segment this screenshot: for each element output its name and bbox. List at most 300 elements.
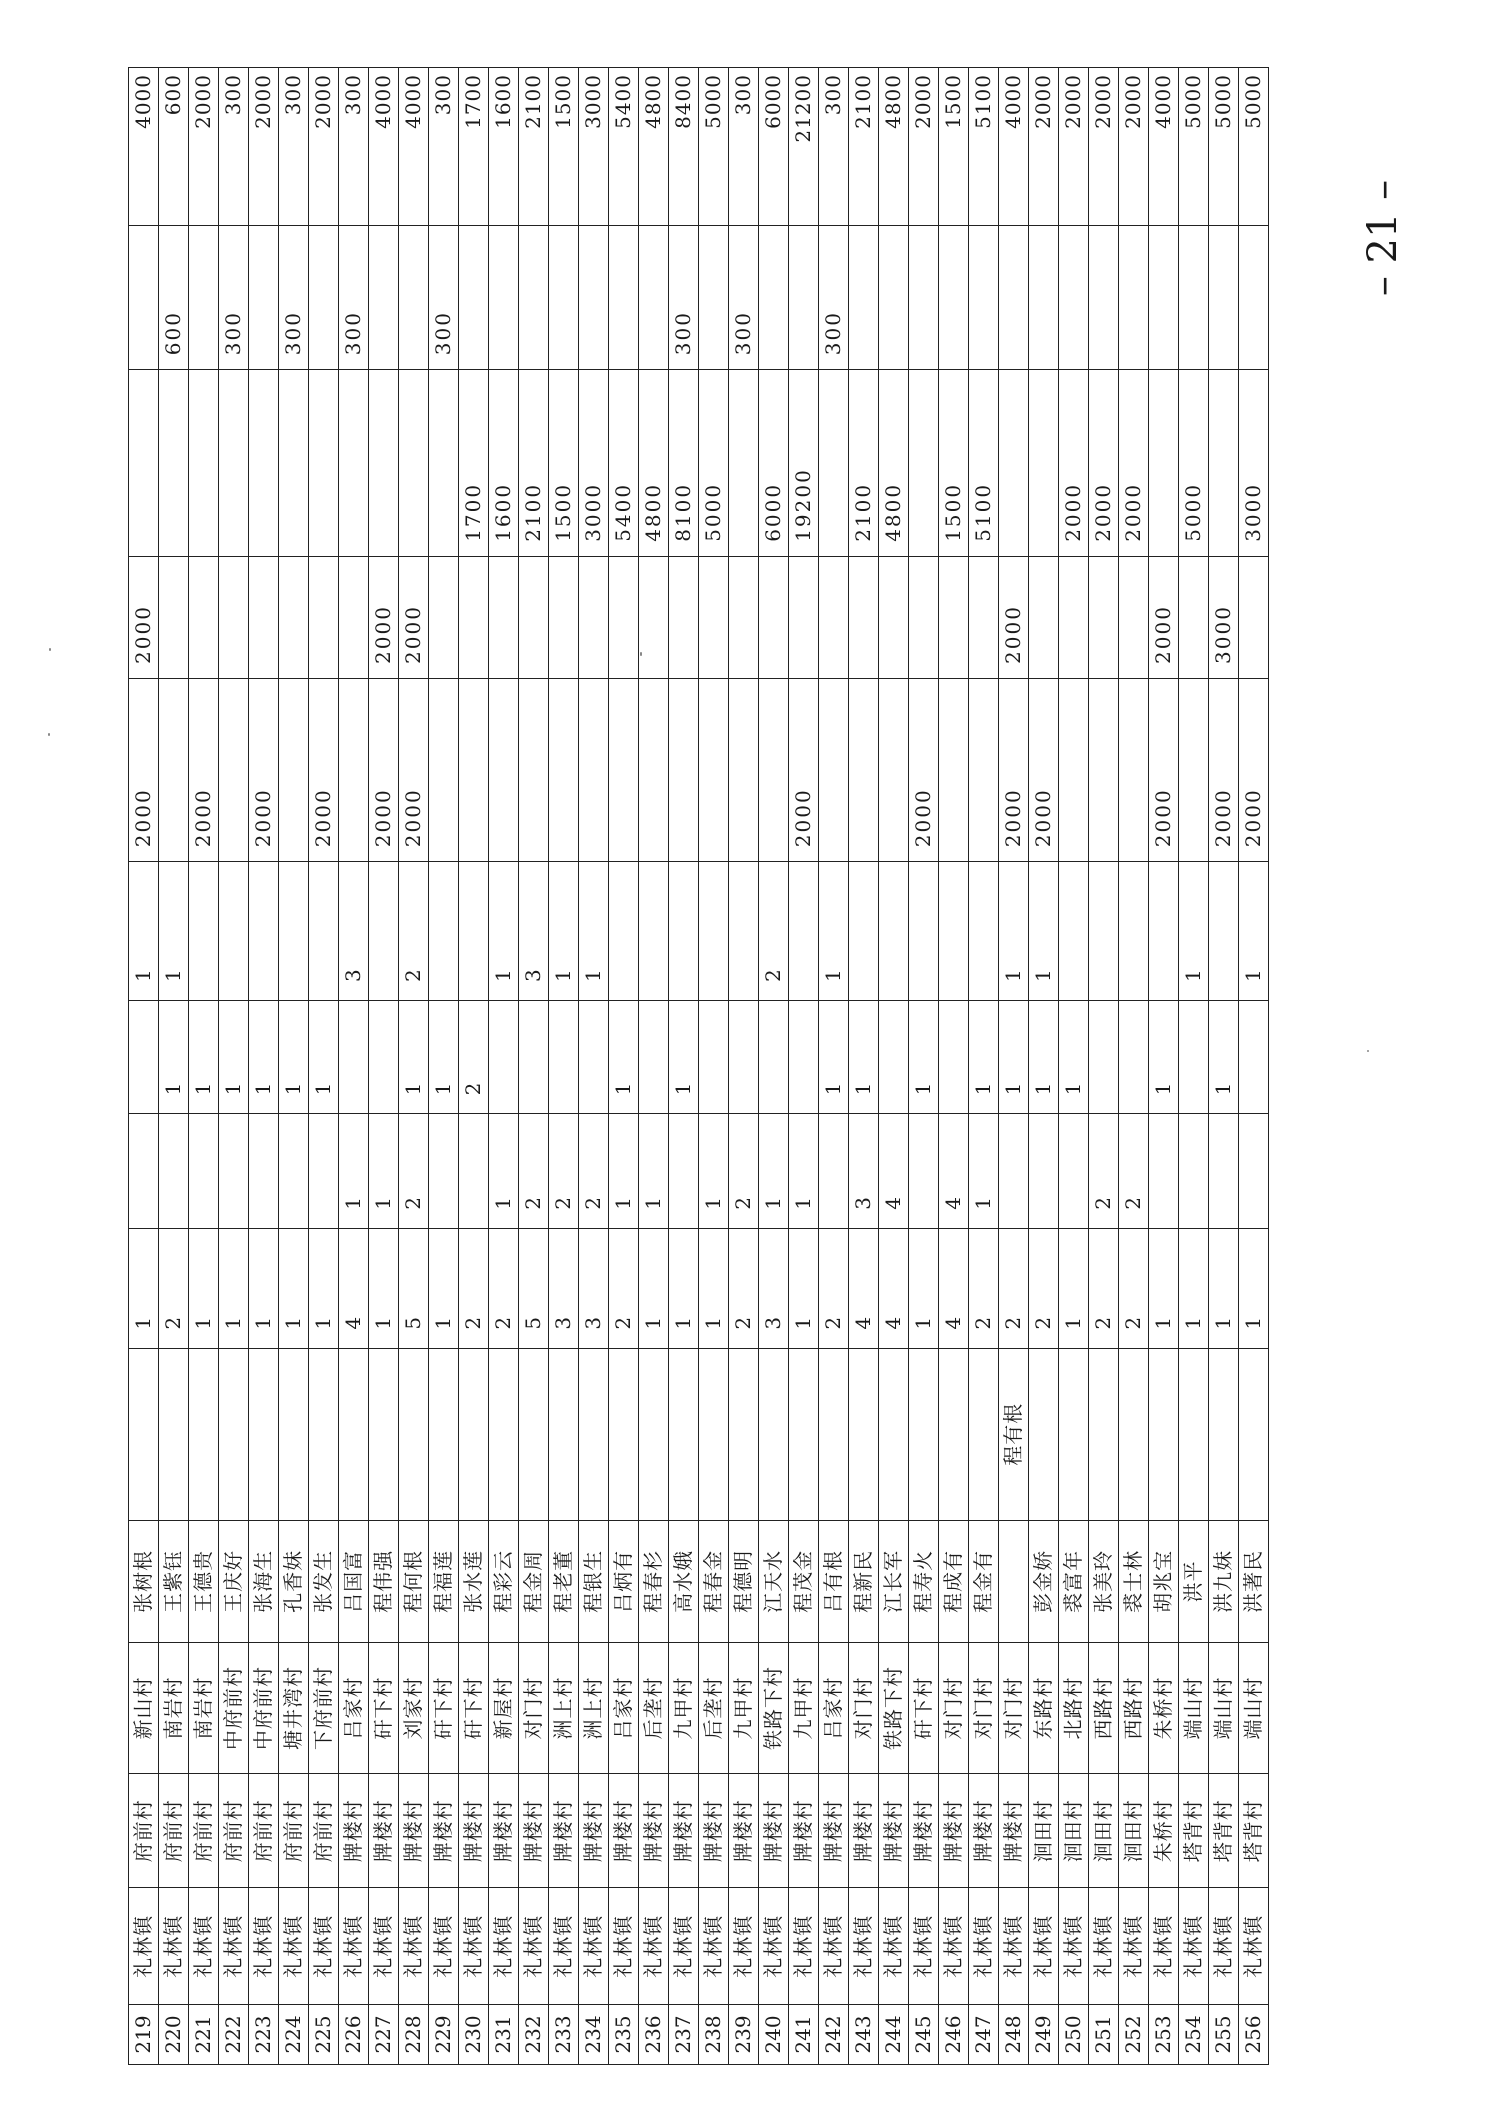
- amount-1-cell: 2000: [1149, 678, 1179, 861]
- amount-2-cell: 2000: [129, 556, 159, 678]
- amount-3-cell: 2100: [519, 370, 549, 557]
- row-number-cell: 247: [969, 2005, 999, 2065]
- township-cell: 礼林镇: [369, 1888, 399, 2005]
- total-amount-cell: 2100: [849, 68, 879, 226]
- extra-name-cell: [1239, 1348, 1269, 1520]
- count-1-cell: 1: [309, 1228, 339, 1348]
- count-3-cell: [489, 1001, 519, 1114]
- count-4-cell: [699, 862, 729, 1001]
- count-4-cell: [189, 862, 219, 1001]
- count-3-cell: 2: [459, 1001, 489, 1114]
- table-row: [159, 68, 189, 2065]
- row-number-cell: 228: [399, 2005, 429, 2065]
- count-3-cell: 1: [189, 1001, 219, 1114]
- count-3-cell: 1: [969, 1001, 999, 1114]
- row-number-cell: 243: [849, 2005, 879, 2065]
- amount-4-cell: 300: [339, 225, 369, 369]
- count-1-cell: 1: [189, 1228, 219, 1348]
- amount-4-cell: 300: [429, 225, 459, 369]
- village-group-cell: 铁路下村: [759, 1642, 789, 1773]
- count-3-cell: 1: [309, 1001, 339, 1114]
- count-4-cell: [939, 862, 969, 1001]
- extra-name-cell: [669, 1348, 699, 1520]
- village-cell: 牌楼村: [399, 1774, 429, 1888]
- recipient-name-cell: 胡兆宝: [1149, 1520, 1179, 1642]
- amount-4-cell: [759, 225, 789, 369]
- amount-4-cell: [999, 225, 1029, 369]
- amount-4-cell: [489, 225, 519, 369]
- extra-name-cell: 程有根: [999, 1348, 1029, 1520]
- village-cell: 府前村: [309, 1774, 339, 1888]
- count-1-cell: 1: [1239, 1228, 1269, 1348]
- table-row: [1089, 68, 1119, 2065]
- amount-3-cell: [189, 370, 219, 557]
- village-cell: 牌楼村: [759, 1774, 789, 1888]
- village-cell: 朱桥村: [1149, 1774, 1179, 1888]
- count-1-cell: 1: [129, 1228, 159, 1348]
- count-3-cell: 1: [909, 1001, 939, 1114]
- amount-4-cell: [1089, 225, 1119, 369]
- extra-name-cell: [249, 1348, 279, 1520]
- count-2-cell: 1: [969, 1114, 999, 1228]
- recipient-name-cell: 程银生: [579, 1520, 609, 1642]
- recipient-name-cell: 王紫钰: [159, 1520, 189, 1642]
- village-group-cell: 西路村: [1119, 1642, 1149, 1773]
- amount-3-cell: [1149, 370, 1179, 557]
- count-3-cell: [519, 1001, 549, 1114]
- count-2-cell: 1: [369, 1114, 399, 1228]
- count-3-cell: [639, 1001, 669, 1114]
- count-2-cell: [819, 1114, 849, 1228]
- table-row: [819, 68, 849, 2065]
- count-4-cell: 3: [339, 862, 369, 1001]
- row-number-cell: 225: [309, 2005, 339, 2065]
- amount-1-cell: 2000: [789, 678, 819, 861]
- extra-name-cell: [159, 1348, 189, 1520]
- count-4-cell: 1: [1239, 862, 1269, 1001]
- township-cell: 礼林镇: [429, 1888, 459, 2005]
- scan-speck: [1367, 1050, 1369, 1052]
- table-row: [1209, 68, 1239, 2065]
- township-cell: 礼林镇: [879, 1888, 909, 2005]
- row-number-cell: 253: [1149, 2005, 1179, 2065]
- count-1-cell: 1: [249, 1228, 279, 1348]
- count-3-cell: 1: [399, 1001, 429, 1114]
- count-3-cell: [339, 1001, 369, 1114]
- village-group-cell: 中府前村: [249, 1642, 279, 1773]
- table-row: [759, 68, 789, 2065]
- amount-4-cell: 300: [669, 225, 699, 369]
- amount-4-cell: [1209, 225, 1239, 369]
- township-cell: 礼林镇: [549, 1888, 579, 2005]
- extra-name-cell: [339, 1348, 369, 1520]
- village-group-cell: 吕家村: [609, 1642, 639, 1773]
- count-3-cell: [549, 1001, 579, 1114]
- amount-1-cell: [699, 678, 729, 861]
- village-group-cell: 矸下村: [909, 1642, 939, 1773]
- count-3-cell: 1: [249, 1001, 279, 1114]
- table-row: [879, 68, 909, 2065]
- amount-4-cell: [369, 225, 399, 369]
- amount-4-cell: 300: [729, 225, 759, 369]
- amount-4-cell: [1119, 225, 1149, 369]
- count-2-cell: 2: [579, 1114, 609, 1228]
- amount-2-cell: [249, 556, 279, 678]
- village-group-cell: 东路村: [1029, 1642, 1059, 1773]
- village-group-cell: 西路村: [1089, 1642, 1119, 1773]
- table-row: [849, 68, 879, 2065]
- count-2-cell: 4: [879, 1114, 909, 1228]
- recipient-name-cell: 程春金: [699, 1520, 729, 1642]
- total-amount-cell: 3000: [579, 68, 609, 226]
- row-number-cell: 255: [1209, 2005, 1239, 2065]
- extra-name-cell: [789, 1348, 819, 1520]
- township-cell: 礼林镇: [669, 1888, 699, 2005]
- recipient-name-cell: 高水娥: [669, 1520, 699, 1642]
- amount-3-cell: [369, 370, 399, 557]
- row-number-cell: 245: [909, 2005, 939, 2065]
- count-4-cell: [429, 862, 459, 1001]
- table-row: [339, 68, 369, 2065]
- table-row: [189, 68, 219, 2065]
- amount-2-cell: [189, 556, 219, 678]
- amount-1-cell: [1119, 678, 1149, 861]
- township-cell: 礼林镇: [699, 1888, 729, 2005]
- count-4-cell: [879, 862, 909, 1001]
- amount-1-cell: 2000: [1239, 678, 1269, 861]
- amount-2-cell: [579, 556, 609, 678]
- table-body: [129, 68, 1269, 2065]
- total-amount-cell: 4000: [129, 68, 159, 226]
- township-cell: 礼林镇: [1089, 1888, 1119, 2005]
- count-2-cell: [1059, 1114, 1089, 1228]
- amount-1-cell: [1089, 678, 1119, 861]
- village-cell: 牌楼村: [639, 1774, 669, 1888]
- amount-1-cell: [279, 678, 309, 861]
- amount-3-cell: [309, 370, 339, 557]
- count-3-cell: [1179, 1001, 1209, 1114]
- count-2-cell: 3: [849, 1114, 879, 1228]
- count-3-cell: [789, 1001, 819, 1114]
- amount-3-cell: 4800: [879, 370, 909, 557]
- total-amount-cell: 4000: [399, 68, 429, 226]
- recipient-name-cell: 程德明: [729, 1520, 759, 1642]
- row-number-cell: 251: [1089, 2005, 1119, 2065]
- amount-3-cell: 3000: [1239, 370, 1269, 557]
- amount-4-cell: 600: [159, 225, 189, 369]
- total-amount-cell: 2100: [519, 68, 549, 226]
- village-group-cell: 后垄村: [699, 1642, 729, 1773]
- count-4-cell: 1: [1029, 862, 1059, 1001]
- page-number-text: – 21 –: [1360, 179, 1406, 297]
- count-4-cell: [309, 862, 339, 1001]
- count-2-cell: 1: [639, 1114, 669, 1228]
- table-row: [249, 68, 279, 2065]
- extra-name-cell: [849, 1348, 879, 1520]
- extra-name-cell: [639, 1348, 669, 1520]
- table-row: [219, 68, 249, 2065]
- township-cell: 礼林镇: [639, 1888, 669, 2005]
- count-4-cell: [789, 862, 819, 1001]
- count-1-cell: 1: [1209, 1228, 1239, 1348]
- count-1-cell: 2: [729, 1228, 759, 1348]
- township-cell: 礼林镇: [309, 1888, 339, 2005]
- village-cell: 洄田村: [1059, 1774, 1089, 1888]
- amount-3-cell: 1500: [549, 370, 579, 557]
- table-row: [669, 68, 699, 2065]
- count-2-cell: 1: [699, 1114, 729, 1228]
- village-cell: 牌楼村: [549, 1774, 579, 1888]
- count-3-cell: 1: [1149, 1001, 1179, 1114]
- village-cell: 牌楼村: [339, 1774, 369, 1888]
- amount-2-cell: [1119, 556, 1149, 678]
- amount-1-cell: [639, 678, 669, 861]
- total-amount-cell: 4000: [1149, 68, 1179, 226]
- amount-1-cell: [1179, 678, 1209, 861]
- amount-4-cell: [1029, 225, 1059, 369]
- total-amount-cell: 8400: [669, 68, 699, 226]
- township-cell: 礼林镇: [399, 1888, 429, 2005]
- table-row: [939, 68, 969, 2065]
- amount-3-cell: [399, 370, 429, 557]
- table-row: [429, 68, 459, 2065]
- count-4-cell: 1: [1179, 862, 1209, 1001]
- count-1-cell: 1: [369, 1228, 399, 1348]
- total-amount-cell: 5400: [609, 68, 639, 226]
- recipient-name-cell: 张海生: [249, 1520, 279, 1642]
- amount-2-cell: [1239, 556, 1269, 678]
- amount-1-cell: [549, 678, 579, 861]
- amount-1-cell: [519, 678, 549, 861]
- count-1-cell: 2: [819, 1228, 849, 1348]
- extra-name-cell: [729, 1348, 759, 1520]
- count-2-cell: [1209, 1114, 1239, 1228]
- recipient-name-cell: 程成有: [939, 1520, 969, 1642]
- recipient-name-cell: 程伟强: [369, 1520, 399, 1642]
- township-cell: 礼林镇: [219, 1888, 249, 2005]
- village-cell: 塔背村: [1239, 1774, 1269, 1888]
- total-amount-cell: 4800: [879, 68, 909, 226]
- table-row: [789, 68, 819, 2065]
- count-2-cell: [189, 1114, 219, 1228]
- amount-2-cell: [759, 556, 789, 678]
- village-group-cell: 吕家村: [339, 1642, 369, 1773]
- amount-1-cell: [459, 678, 489, 861]
- count-4-cell: [459, 862, 489, 1001]
- extra-name-cell: [1149, 1348, 1179, 1520]
- township-cell: 礼林镇: [849, 1888, 879, 2005]
- township-cell: 礼林镇: [1119, 1888, 1149, 2005]
- count-4-cell: 1: [579, 862, 609, 1001]
- count-3-cell: 1: [999, 1001, 1029, 1114]
- village-group-cell: 南岩村: [189, 1642, 219, 1773]
- table-row: [369, 68, 399, 2065]
- amount-3-cell: [219, 370, 249, 557]
- amount-3-cell: 19200: [789, 370, 819, 557]
- row-number-cell: 256: [1239, 2005, 1269, 2065]
- count-2-cell: [1239, 1114, 1269, 1228]
- count-3-cell: 1: [609, 1001, 639, 1114]
- township-cell: 礼林镇: [789, 1888, 819, 2005]
- total-amount-cell: 21200: [789, 68, 819, 226]
- village-group-cell: 塘井湾村: [279, 1642, 309, 1773]
- count-3-cell: [129, 1001, 159, 1114]
- village-group-cell: 洲上村: [579, 1642, 609, 1773]
- table-row: [519, 68, 549, 2065]
- amount-3-cell: [339, 370, 369, 557]
- table-row: [1239, 68, 1269, 2065]
- recipient-name-cell: 洪著民: [1239, 1520, 1269, 1642]
- row-number-cell: 240: [759, 2005, 789, 2065]
- amount-4-cell: [1179, 225, 1209, 369]
- table-row: [549, 68, 579, 2065]
- amount-3-cell: [909, 370, 939, 557]
- amount-2-cell: [339, 556, 369, 678]
- amount-2-cell: [1029, 556, 1059, 678]
- count-2-cell: 2: [1119, 1114, 1149, 1228]
- recipient-name-cell: 程寿火: [909, 1520, 939, 1642]
- total-amount-cell: 300: [729, 68, 759, 226]
- row-number-cell: 219: [129, 2005, 159, 2065]
- count-1-cell: 1: [909, 1228, 939, 1348]
- amount-2-cell: [669, 556, 699, 678]
- count-4-cell: [249, 862, 279, 1001]
- township-cell: 礼林镇: [939, 1888, 969, 2005]
- amount-3-cell: [279, 370, 309, 557]
- count-3-cell: 1: [849, 1001, 879, 1114]
- amount-1-cell: 2000: [1209, 678, 1239, 861]
- extra-name-cell: [969, 1348, 999, 1520]
- township-cell: 礼林镇: [1239, 1888, 1269, 2005]
- total-amount-cell: 6000: [759, 68, 789, 226]
- count-4-cell: 1: [819, 862, 849, 1001]
- count-2-cell: 1: [489, 1114, 519, 1228]
- amount-4-cell: [399, 225, 429, 369]
- count-2-cell: [669, 1114, 699, 1228]
- count-2-cell: [249, 1114, 279, 1228]
- amount-2-cell: [609, 556, 639, 678]
- village-group-cell: 端山村: [1239, 1642, 1269, 1773]
- township-cell: 礼林镇: [729, 1888, 759, 2005]
- row-number-cell: 234: [579, 2005, 609, 2065]
- count-1-cell: 1: [1059, 1228, 1089, 1348]
- amount-1-cell: [969, 678, 999, 861]
- amount-4-cell: [609, 225, 639, 369]
- table-row: [1149, 68, 1179, 2065]
- amount-4-cell: 300: [219, 225, 249, 369]
- recipient-name-cell: 裘富年: [1059, 1520, 1089, 1642]
- extra-name-cell: [1179, 1348, 1209, 1520]
- village-group-cell: 下府前村: [309, 1642, 339, 1773]
- total-amount-cell: 2000: [1029, 68, 1059, 226]
- village-cell: 牌楼村: [519, 1774, 549, 1888]
- count-4-cell: 1: [489, 862, 519, 1001]
- count-1-cell: 1: [699, 1228, 729, 1348]
- village-group-cell: 九甲村: [789, 1642, 819, 1773]
- count-4-cell: [1089, 862, 1119, 1001]
- count-3-cell: 1: [669, 1001, 699, 1114]
- row-number-cell: 229: [429, 2005, 459, 2065]
- township-cell: 礼林镇: [129, 1888, 159, 2005]
- village-cell: 牌楼村: [429, 1774, 459, 1888]
- count-1-cell: 4: [849, 1228, 879, 1348]
- village-cell: 牌楼村: [609, 1774, 639, 1888]
- amount-2-cell: [459, 556, 489, 678]
- count-2-cell: 1: [339, 1114, 369, 1228]
- township-cell: 礼林镇: [609, 1888, 639, 2005]
- amount-1-cell: 2000: [189, 678, 219, 861]
- amount-2-cell: [639, 556, 669, 678]
- count-3-cell: 1: [159, 1001, 189, 1114]
- total-amount-cell: 2000: [249, 68, 279, 226]
- count-3-cell: [759, 1001, 789, 1114]
- extra-name-cell: [219, 1348, 249, 1520]
- village-group-cell: 端山村: [1179, 1642, 1209, 1773]
- total-amount-cell: 4800: [639, 68, 669, 226]
- total-amount-cell: 4000: [369, 68, 399, 226]
- count-3-cell: [369, 1001, 399, 1114]
- amount-4-cell: [1149, 225, 1179, 369]
- count-1-cell: 4: [879, 1228, 909, 1348]
- recipient-name-cell: 王庆好: [219, 1520, 249, 1642]
- row-number-cell: 244: [879, 2005, 909, 2065]
- amount-2-cell: [219, 556, 249, 678]
- recipient-name-cell: 洪平: [1179, 1520, 1209, 1642]
- row-number-cell: 252: [1119, 2005, 1149, 2065]
- township-cell: 礼林镇: [819, 1888, 849, 2005]
- row-number-cell: 236: [639, 2005, 669, 2065]
- amount-1-cell: [579, 678, 609, 861]
- recipient-name-cell: 洪九妹: [1209, 1520, 1239, 1642]
- amount-4-cell: [849, 225, 879, 369]
- amount-3-cell: 2000: [1089, 370, 1119, 557]
- extra-name-cell: [549, 1348, 579, 1520]
- village-group-cell: 吕家村: [819, 1642, 849, 1773]
- recipient-name-cell: 吕炳有: [609, 1520, 639, 1642]
- total-amount-cell: 2000: [909, 68, 939, 226]
- row-number-cell: 249: [1029, 2005, 1059, 2065]
- amount-1-cell: 2000: [999, 678, 1029, 861]
- table-row: [609, 68, 639, 2065]
- amount-1-cell: 2000: [1029, 678, 1059, 861]
- village-cell: 牌楼村: [789, 1774, 819, 1888]
- amount-3-cell: [159, 370, 189, 557]
- count-2-cell: 1: [609, 1114, 639, 1228]
- village-group-cell: 九甲村: [729, 1642, 759, 1773]
- count-1-cell: 2: [969, 1228, 999, 1348]
- amount-3-cell: 1500: [939, 370, 969, 557]
- village-cell: 洄田村: [1119, 1774, 1149, 1888]
- township-cell: 礼林镇: [999, 1888, 1029, 2005]
- count-4-cell: [669, 862, 699, 1001]
- village-cell: 塔背村: [1209, 1774, 1239, 1888]
- total-amount-cell: 2000: [1119, 68, 1149, 226]
- township-cell: 礼林镇: [1209, 1888, 1239, 2005]
- total-amount-cell: 1700: [459, 68, 489, 226]
- count-3-cell: [939, 1001, 969, 1114]
- count-2-cell: [909, 1114, 939, 1228]
- village-cell: 牌楼村: [369, 1774, 399, 1888]
- count-1-cell: 2: [489, 1228, 519, 1348]
- extra-name-cell: [129, 1348, 159, 1520]
- village-group-cell: 矸下村: [369, 1642, 399, 1773]
- count-1-cell: 1: [1149, 1228, 1179, 1348]
- amount-3-cell: [129, 370, 159, 557]
- township-cell: 礼林镇: [339, 1888, 369, 2005]
- amount-1-cell: [159, 678, 189, 861]
- row-number-cell: 250: [1059, 2005, 1089, 2065]
- village-cell: 牌楼村: [879, 1774, 909, 1888]
